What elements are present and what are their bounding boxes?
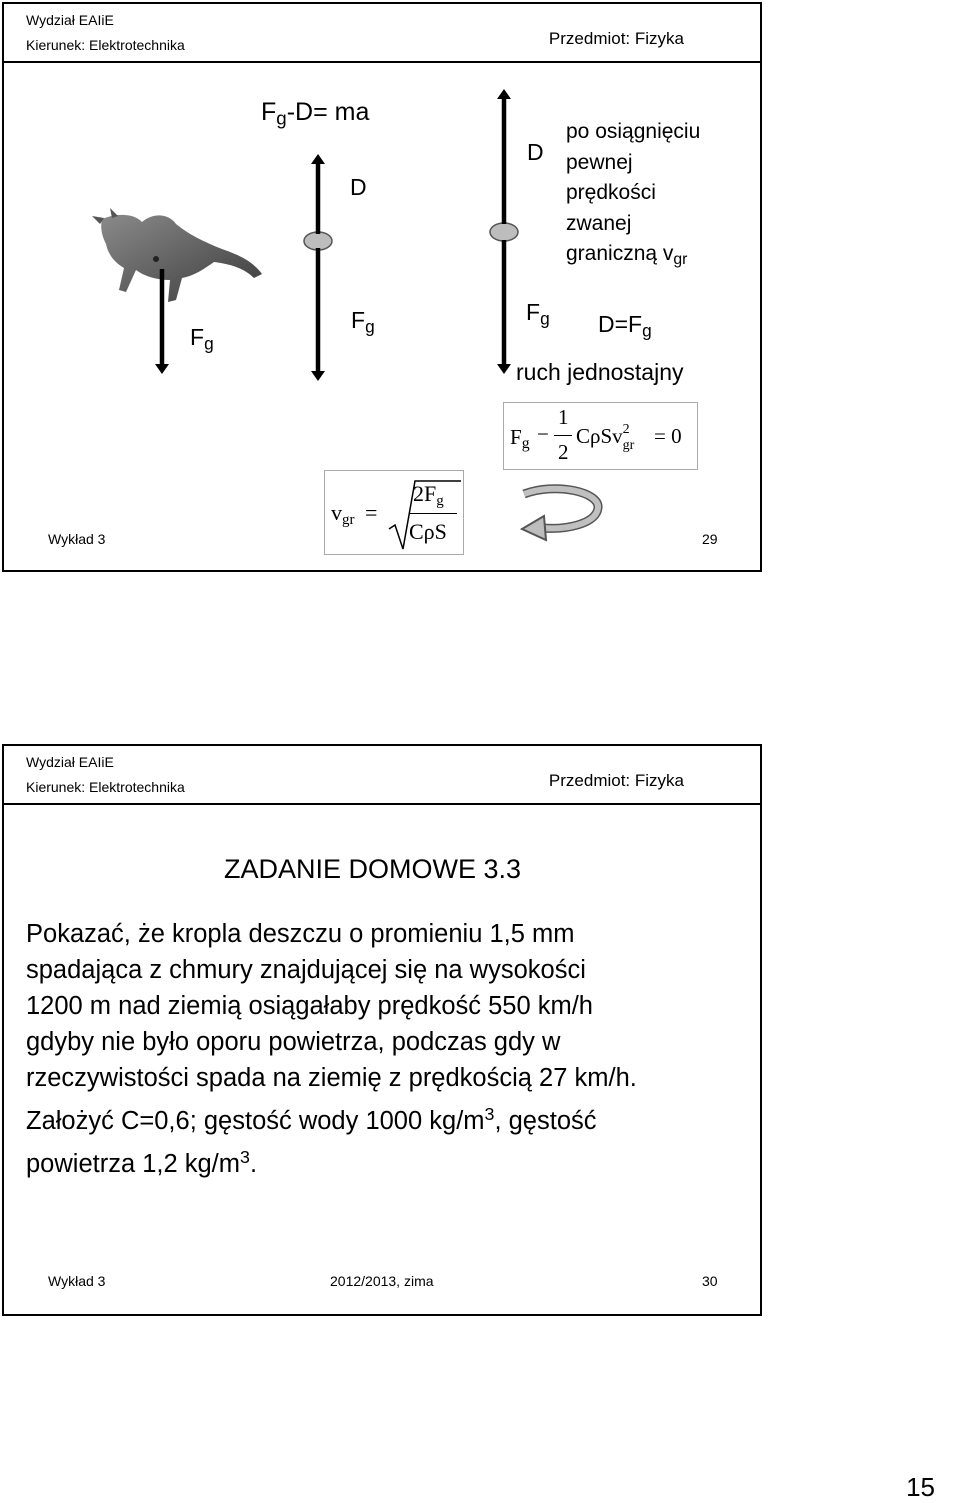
cat-image (92, 208, 262, 302)
slide-header (4, 746, 760, 805)
task-title: ZADANIE DOMOWE 3.3 (224, 854, 522, 884)
curved-arrow-icon (516, 484, 606, 544)
label-fg-1: $F_g$ (190, 324, 214, 354)
footer-term: 2012/2013, zima (330, 1273, 434, 1289)
slide-header (4, 4, 760, 63)
task-line: powietrza 1,2 $kg/m^3$. (26, 1146, 258, 1178)
task-line: spadająca z chmury znajdującej się na wysokości (26, 956, 586, 984)
terminal-velocity-note: po osiągnięciu pewnej prędkości zwanej graniczną $v_{gr}$ (566, 120, 701, 268)
label-d-middle: D (350, 174, 367, 200)
label-fg-2: $F_g$ (351, 307, 375, 337)
footer-lecture: Wykład 3 (48, 1273, 106, 1289)
subject-label: Przedmiot: Fizyka (548, 29, 684, 48)
task-line: rzeczywistości spada na ziemię z prędkością 27 km/h. (26, 1064, 637, 1092)
task-line: 1200 m nad ziemią osiągałaby prędkość 550 km/h (26, 992, 593, 1020)
slide-29 (2, 2, 762, 572)
task-body (26, 916, 761, 1182)
subject-label: Przedmiot: Fizyka (548, 771, 684, 790)
balance-formula: $F_g$ − 1 2 CρSv$^2_{gr}$ = 0 (503, 402, 698, 470)
field-label: Kierunek: Elektrotechnika (26, 779, 185, 795)
equation-main: $F_g-D=$ ma (261, 98, 370, 129)
task-line: Założyć C=0,6; gęstość wody 1000 $kg/m^3$, gęstość (26, 1104, 597, 1135)
task-line: Pokazać, że kropla deszczu o promieniu 1,5 mm (26, 920, 575, 948)
footer-lecture: Wykład 3 (48, 531, 106, 547)
page-number: 15 (906, 1472, 935, 1502)
task-line: gdyby nie było oporu powietrza, podczas gdy w (26, 1028, 561, 1056)
label-d-right: D (527, 139, 544, 165)
slide-30 (2, 744, 762, 1316)
body-3 (490, 223, 518, 241)
footer-page: 29 (702, 531, 718, 547)
vgr-formula: $v_{gr}$ = $2F_g$ CρS (324, 470, 464, 555)
faculty-label: Wydział EAIiE (26, 12, 114, 28)
uniform-motion-label: ruch jednostajny (516, 359, 684, 385)
faculty-label: Wydział EAIiE (26, 754, 114, 770)
footer-page: 30 (702, 1273, 718, 1289)
label-fg-3: $F_g$ (526, 299, 550, 329)
field-label: Kierunek: Elektrotechnika (26, 37, 185, 53)
body-2 (304, 232, 332, 250)
equality-d-fg: $D=F_g$ (598, 311, 652, 341)
